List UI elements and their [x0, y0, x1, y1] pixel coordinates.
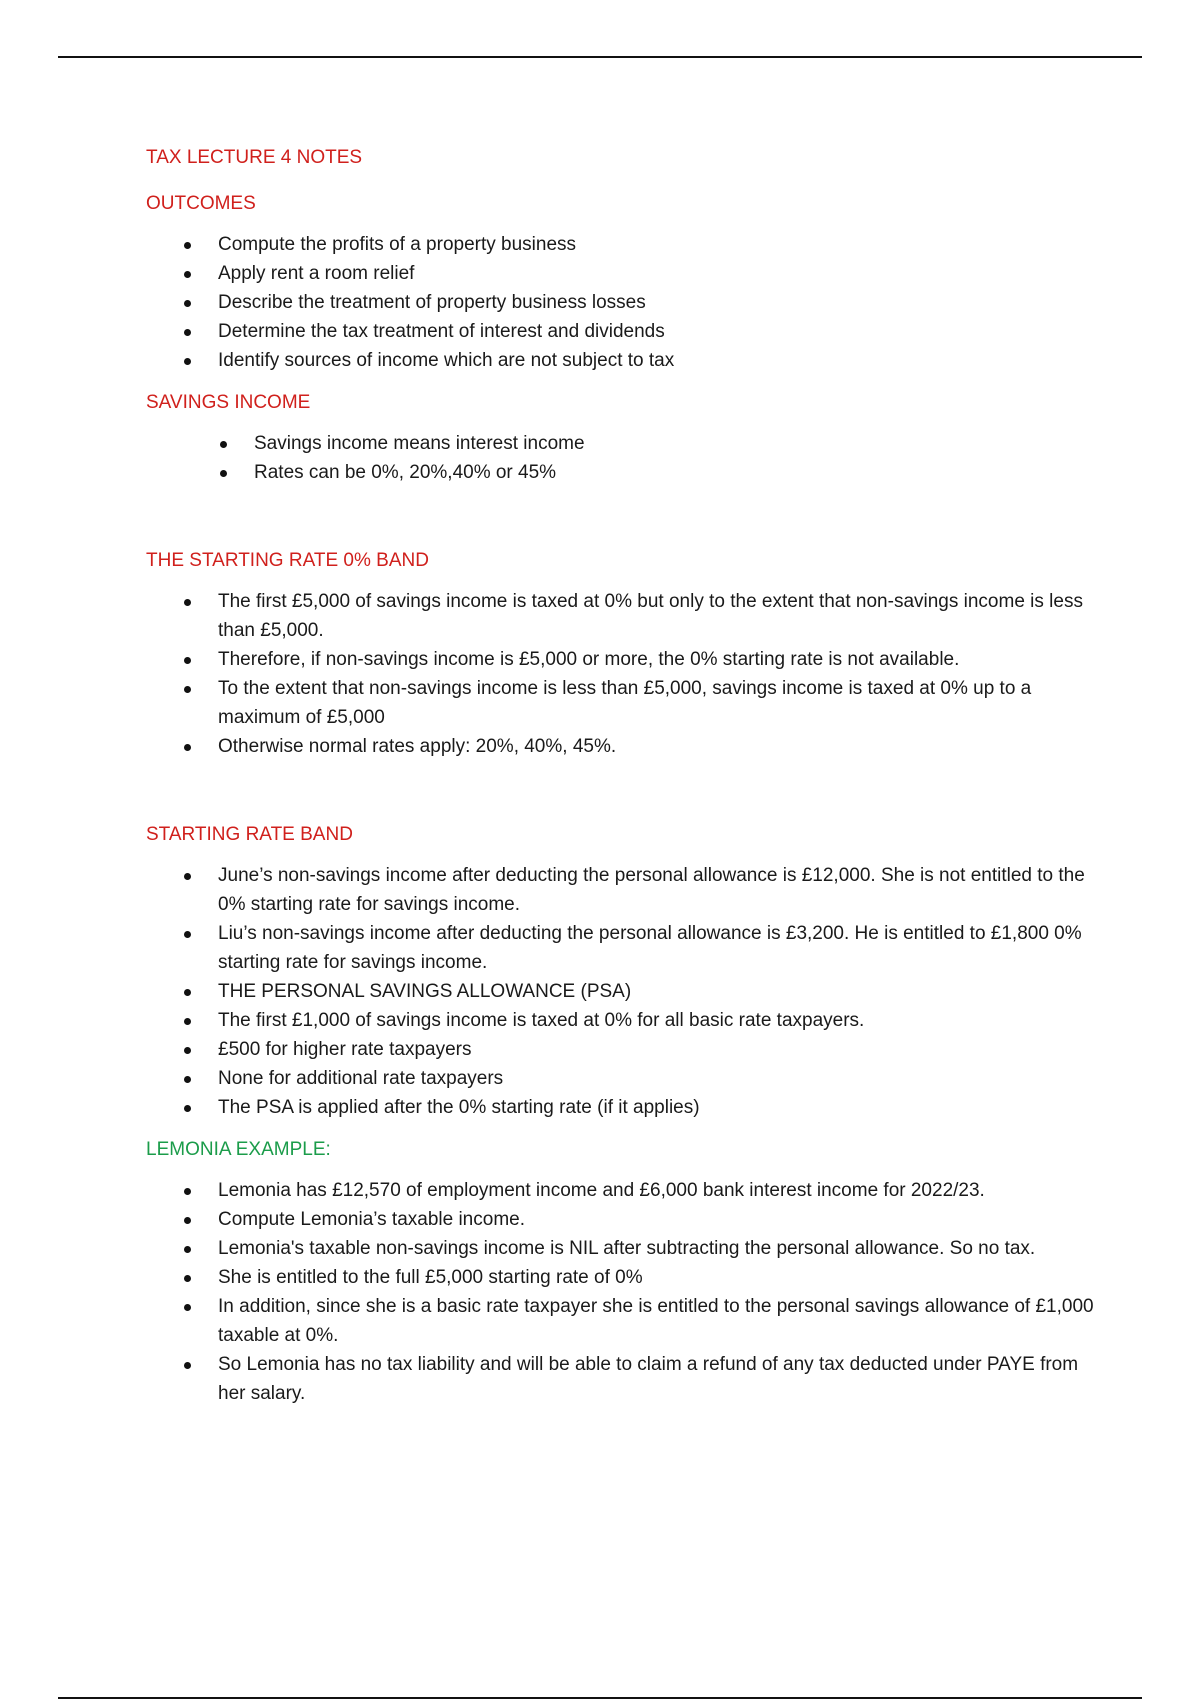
starting-rate-band-list [146, 861, 1096, 1122]
top-rule [58, 56, 1142, 58]
list-item: None for additional rate taxpayers [146, 1064, 1096, 1093]
list-item: Describe the treatment of property business losses [146, 288, 1096, 317]
list-item: June’s non-savings income after deducting the personal allowance is £12,000. She is not entitled to the 0% starting rate for savings income. [146, 861, 1096, 919]
document-title: TAX LECTURE 4 NOTES [146, 147, 363, 168]
list-item: In addition, since she is a basic rate taxpayer she is entitled to the personal savings allowance of £1,000 taxable at 0%. [146, 1292, 1096, 1350]
list-item: Compute the profits of a property business [146, 230, 1096, 259]
list-item: Identify sources of income which are not subject to tax [146, 346, 1096, 375]
list-item: The first £1,000 of savings income is taxed at 0% for all basic rate taxpayers. [146, 1006, 1096, 1035]
list-item: Savings income means interest income [146, 429, 1096, 458]
list-item: The PSA is applied after the 0% starting rate (if it applies) [146, 1093, 1096, 1122]
list-item: Otherwise normal rates apply: 20%, 40%, 45%. [146, 732, 1096, 761]
list-item: So Lemonia has no tax liability and will be able to claim a refund of any tax deducted under PAYE from her salary. [146, 1350, 1096, 1408]
list-item: Apply rent a room relief [146, 259, 1096, 288]
list-item: The first £5,000 of savings income is taxed at 0% but only to the extent that non-savings income is less than £5,000. [146, 587, 1096, 645]
list-item: To the extent that non-savings income is less than £5,000, savings income is taxed at 0% up to a maximum of £5,000 [146, 674, 1096, 732]
list-item: Compute Lemonia’s taxable income. [146, 1205, 1096, 1234]
list-item: Lemonia has £12,570 of employment income and £6,000 bank interest income for 2022/23. [146, 1176, 1096, 1205]
list-item: Therefore, if non-savings income is £5,000 or more, the 0% starting rate is not available. [146, 645, 1096, 674]
list-item: Liu’s non-savings income after deducting the personal allowance is £3,200. He is entitled to £1,800 0% starting rate for savings income. [146, 919, 1096, 977]
lemonia-example-heading: LEMONIA EXAMPLE: [146, 1139, 331, 1160]
list-item: Lemonia's taxable non-savings income is NIL after subtracting the personal allowance. So no tax. [146, 1234, 1096, 1263]
outcomes-list [146, 230, 1096, 375]
list-item: She is entitled to the full £5,000 starting rate of 0% [146, 1263, 1096, 1292]
list-item: £500 for higher rate taxpayers [146, 1035, 1096, 1064]
starting-rate-zero-list [146, 587, 1096, 761]
list-item: Rates can be 0%, 20%,40% or 45% [146, 458, 1096, 487]
savings-income-heading: SAVINGS INCOME [146, 392, 311, 413]
savings-income-list [146, 429, 1096, 487]
document-body [146, 146, 1096, 1408]
list-item: Determine the tax treatment of interest and dividends [146, 317, 1096, 346]
starting-rate-band-heading: STARTING RATE BAND [146, 824, 353, 845]
lemonia-example-list [146, 1176, 1096, 1408]
starting-rate-zero-heading: THE STARTING RATE 0% BAND [146, 550, 429, 571]
list-item: THE PERSONAL SAVINGS ALLOWANCE (PSA) [146, 977, 1096, 1006]
outcomes-heading: OUTCOMES [146, 193, 256, 214]
bottom-rule [58, 1697, 1142, 1699]
